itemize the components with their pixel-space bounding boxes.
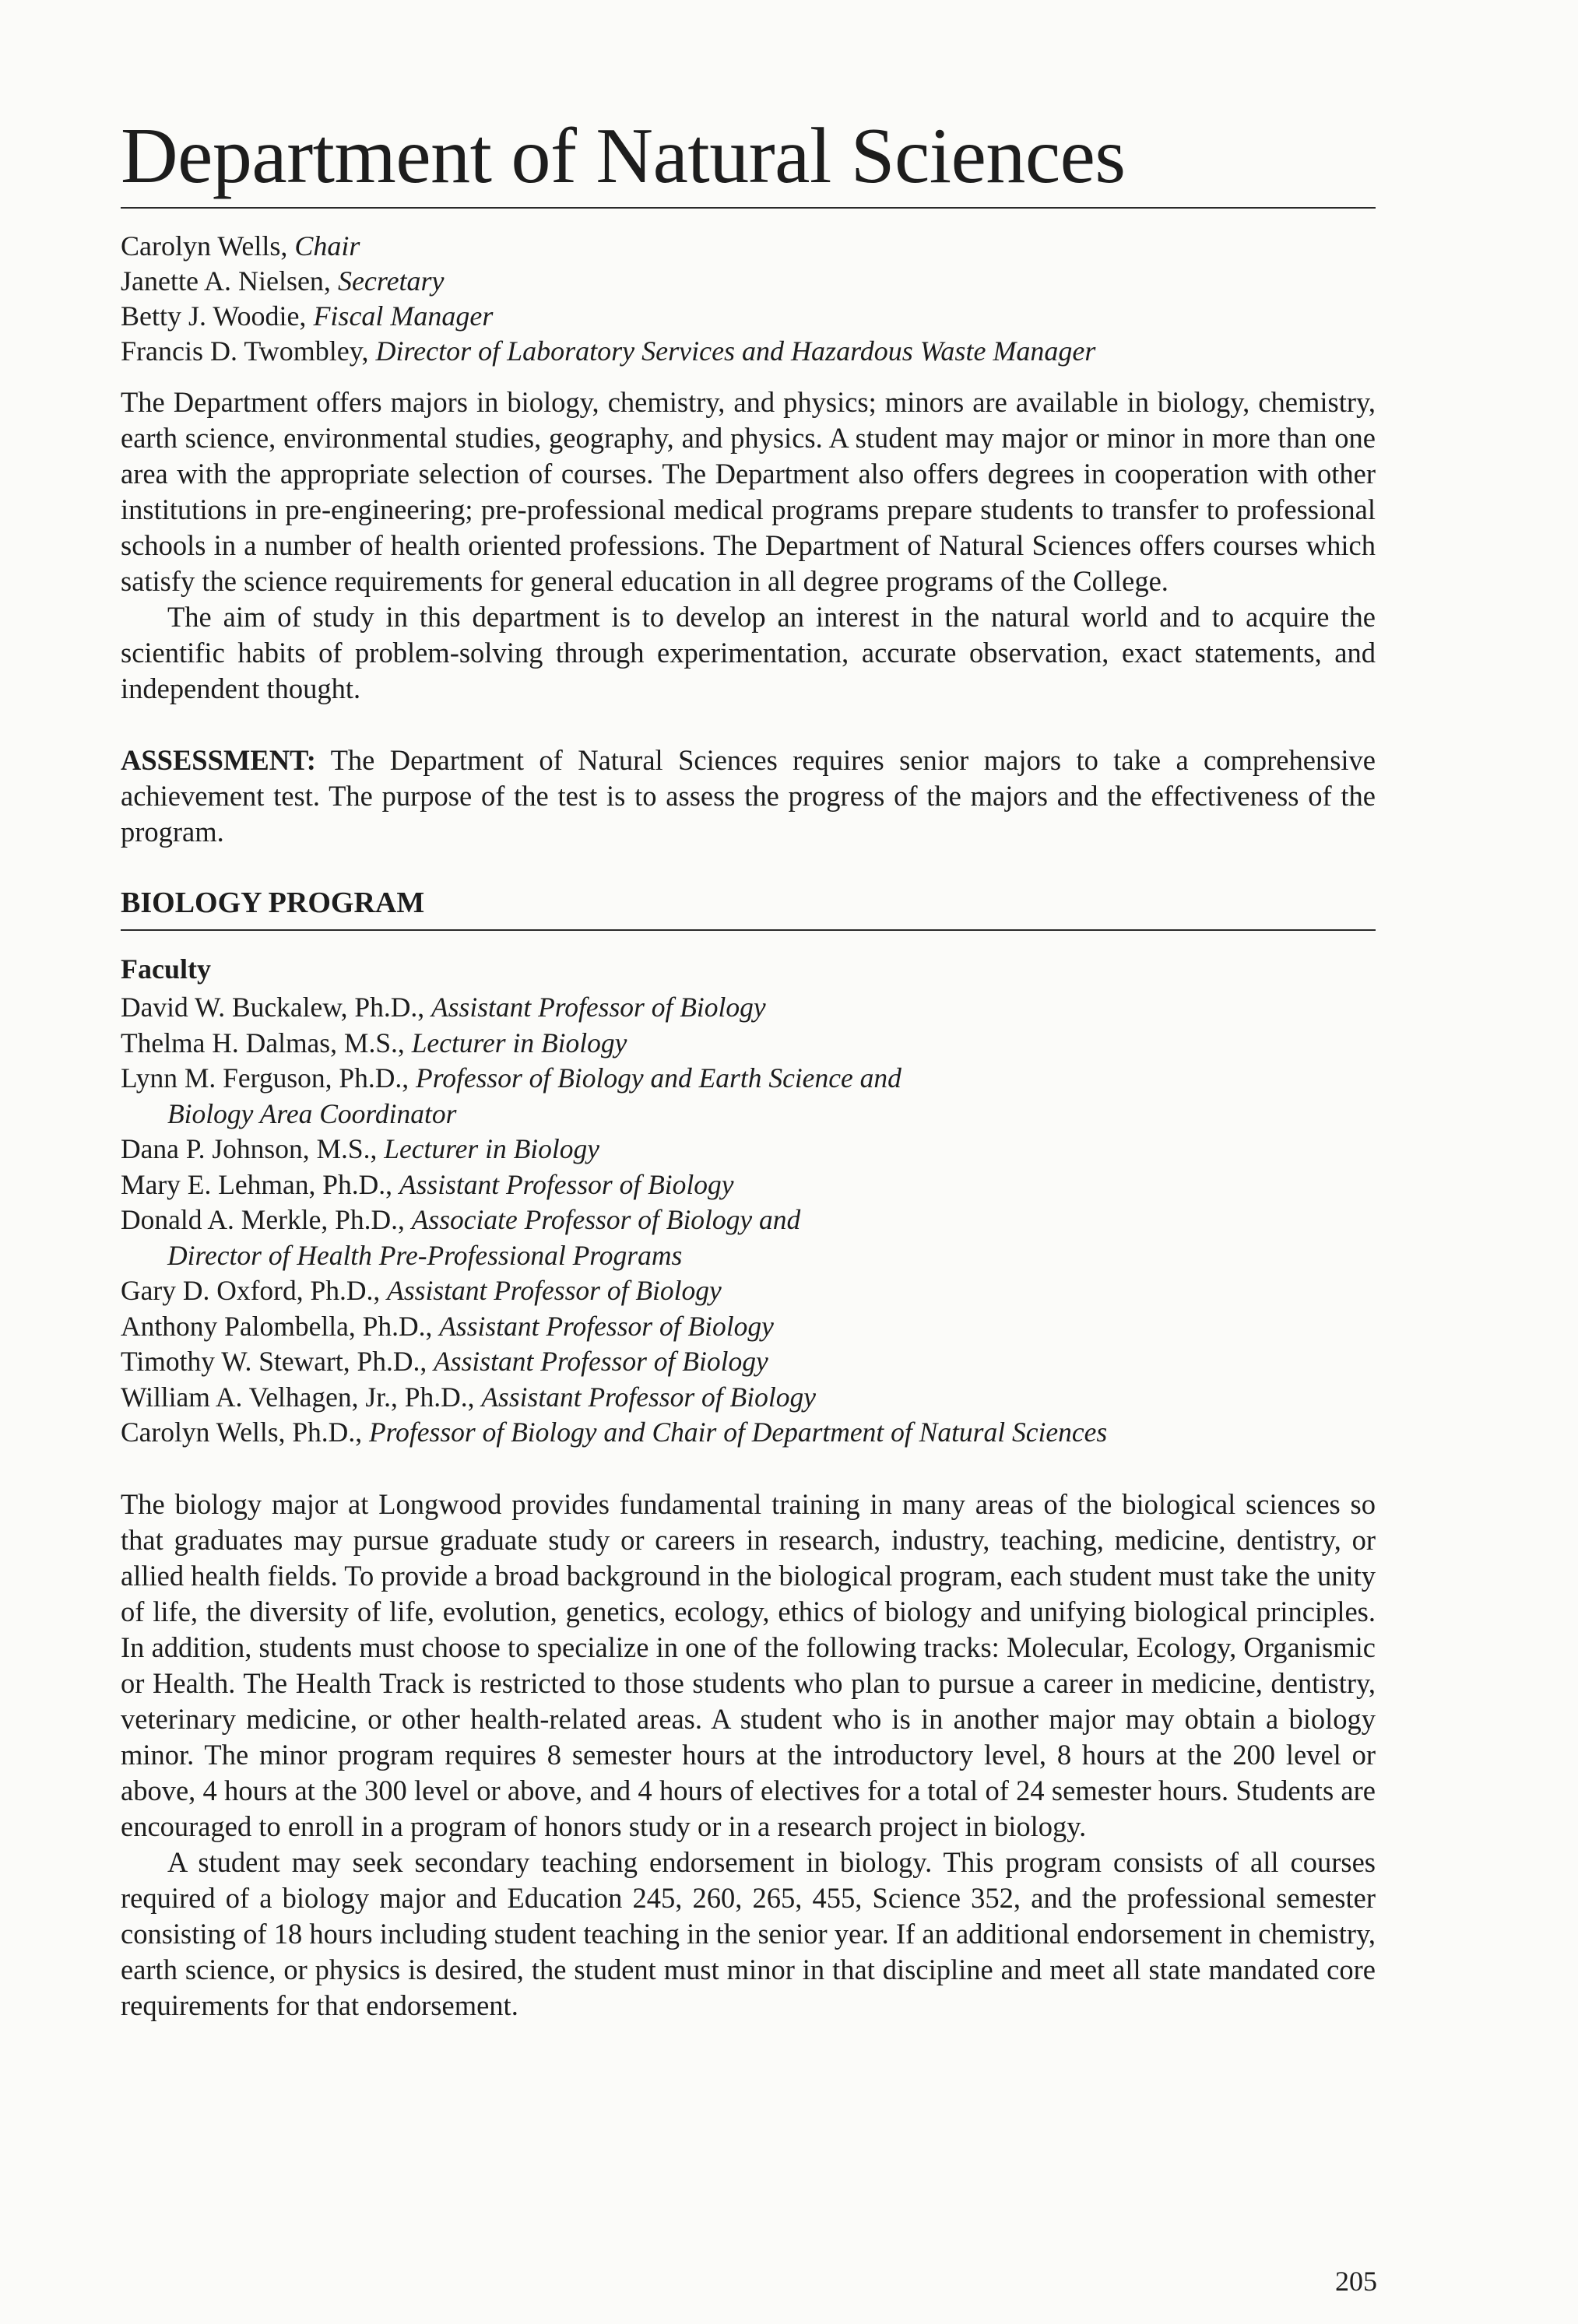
staff-entry (121, 334, 1376, 369)
faculty-entry (121, 1415, 1376, 1451)
faculty-name: Thelma H. Dalmas, M.S., (121, 1027, 412, 1058)
faculty-title: Lecturer in Biology (411, 1027, 627, 1058)
page-title: Department of Natural Sciences (121, 117, 1376, 209)
faculty-entry (121, 1202, 1376, 1238)
staff-entry (121, 264, 1376, 299)
staff-role: Fiscal Manager (313, 300, 494, 332)
faculty-name: Timothy W. Stewart, Ph.D., (121, 1346, 434, 1377)
biology-paragraph: The biology major at Longwood provides fundamental training in many areas of the biological sciences so that graduates may pursue graduate study or careers in research, industry, teaching, medicine, dentistry, or allied health fields. To provide a broad background in the biological program, each student must take the unity of life, the diversity of life, evolution, genetics, ecology, ethics of biology and unifying biological principles. In addition, students must choose to specialize in one of the following tracks: Molecular, Ecology, Organismic or Health. The Health Track is restricted to those students who plan to pursue a career in medicine, dentistry, veterinary medicine, or other health-related areas. A student who is in another major may obtain a biology minor. The minor program requires 8 semester hours at the introductory level, 8 hours at the 200 level or above, 4 hours at the 300 level or above, and 4 hours of electives for a total of 24 semester hours. Students are encouraged to enroll in a program of honors study or in a research project in biology. (121, 1487, 1376, 1842)
faculty-entry (121, 1344, 1376, 1380)
biology-program-heading: BIOLOGY PROGRAM (121, 886, 1376, 931)
faculty-name: David W. Buckalew, Ph.D., (121, 992, 432, 1023)
faculty-title: Assistant Professor of Biology (481, 1381, 816, 1413)
faculty-title: Professor of Biology and Earth Science and (416, 1062, 901, 1094)
faculty-title-continued: Director of Health Pre-Professional Programs (167, 1239, 683, 1271)
staff-role: Director of Laboratory Services and Hazardous Waste Manager (375, 335, 1096, 367)
staff-entry (121, 299, 1376, 334)
biology-paragraph: A student may seek secondary teaching endorsement in biology. This program consists of all courses required of a biology major and Education 245, 260, 265, 455, Science 352, and the professional semester consisting of 18 hours including student teaching in the senior year. If an additional endorsement in chemistry, earth science, or physics is desired, the student must minor in that discipline and meet all state mandated core requirements for that endorsement. (121, 1845, 1376, 2021)
faculty-entry (121, 1380, 1376, 1416)
staff-name: Janette A. Nielsen, (121, 265, 338, 297)
faculty-name: Gary D. Oxford, Ph.D., (121, 1275, 388, 1306)
page-number: 205 (1335, 2266, 1377, 2297)
faculty-title: Assistant Professor of Biology (399, 1168, 734, 1200)
faculty-name: Anthony Palombella, Ph.D., (121, 1310, 440, 1342)
faculty-title: Assistant Professor of Biology (431, 992, 766, 1023)
faculty-name: Donald A. Merkle, Ph.D., (121, 1204, 412, 1235)
faculty-title: Assistant Professor of Biology (387, 1275, 722, 1306)
staff-role: Secretary (337, 265, 445, 297)
faculty-entry (121, 1273, 1376, 1309)
faculty-name: Carolyn Wells, Ph.D., (121, 1417, 369, 1448)
faculty-list (121, 990, 1376, 1451)
faculty-title: Lecturer in Biology (384, 1133, 600, 1164)
page-content (121, 112, 1376, 2024)
faculty-name: Mary E. Lehman, Ph.D., (121, 1168, 399, 1200)
faculty-name: Lynn M. Ferguson, Ph.D., (121, 1062, 416, 1094)
faculty-entry (121, 1026, 1376, 1062)
assessment-label: ASSESSMENT: (121, 744, 316, 776)
faculty-entry (121, 1167, 1376, 1203)
intro-paragraph: The Department offers majors in biology, chemistry, and physics; minors are available in biology, chemistry, earth science, environmental studies, geography, and physics. A student may major or minor in more than one area with the appropriate selection of courses. The Department also offers degrees in cooperation with other institutions in pre-engineering; pre-professional medical programs prepare students to transfer to professional schools in a number of health oriented professions. The Department of Natural Sciences offers courses which satisfy the science requirements for general education in all degree programs of the College. (121, 386, 1376, 597)
faculty-entry (121, 990, 1376, 1026)
staff-role: Chair (294, 230, 360, 262)
faculty-title: Professor of Biology and Chair of Department of Natural Sciences (368, 1417, 1108, 1448)
intro-paragraph: The aim of study in this department is to develop an interest in the natural world and to acquire the scientific habits of problem-solving through experimentation, accurate observation, exact statements, and independent thought. (121, 601, 1376, 704)
staff-name: Francis D. Twombley, (121, 335, 376, 367)
faculty-title-continued: Biology Area Coordinator (167, 1097, 457, 1129)
faculty-entry (121, 1132, 1376, 1167)
faculty-entry (121, 1309, 1376, 1345)
faculty-title: Assistant Professor of Biology (439, 1310, 774, 1342)
staff-name: Carolyn Wells, (121, 230, 295, 262)
faculty-name: Dana P. Johnson, M.S., (121, 1133, 385, 1164)
faculty-heading: Faculty (121, 953, 211, 985)
staff-list (121, 229, 1376, 369)
faculty-title: Assistant Professor of Biology (434, 1346, 768, 1377)
staff-name: Betty J. Woodie, (121, 300, 314, 332)
staff-entry (121, 229, 1376, 264)
assessment-paragraph (121, 742, 1376, 850)
faculty-name: William A. Velhagen, Jr., Ph.D., (121, 1381, 482, 1413)
faculty-title: Associate Professor of Biology and (411, 1204, 801, 1235)
assessment-text: The Department of Natural Sciences requires senior majors to take a comprehensive achievement test. The purpose of the test is to assess the progress of the majors and the effectiveness of the program. (121, 744, 1376, 848)
faculty-entry (121, 1061, 1376, 1097)
